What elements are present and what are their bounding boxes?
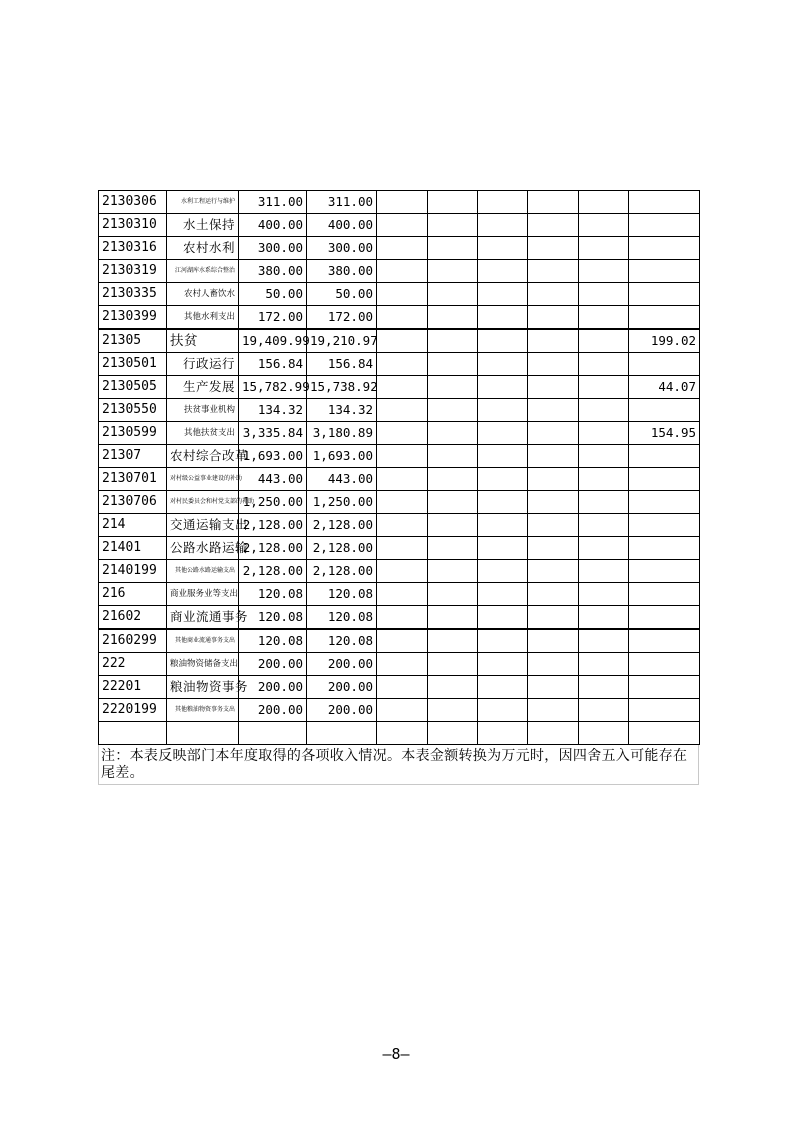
table-row	[99, 260, 700, 283]
cell-total: 2,128.00	[239, 560, 307, 583]
cell-general-budget: 2,128.00	[307, 560, 377, 583]
cell-empty	[377, 214, 428, 237]
cell-empty	[377, 376, 428, 399]
cell-code: 216	[99, 583, 167, 606]
table-row	[99, 491, 700, 514]
table-row	[99, 653, 700, 676]
cell-empty	[478, 699, 528, 722]
cell-general-budget	[307, 722, 377, 745]
cell-general-budget: 1,693.00	[307, 445, 377, 468]
cell-empty	[579, 699, 629, 722]
cell-empty	[478, 376, 528, 399]
cell-code: 2130706	[99, 491, 167, 514]
income-table	[98, 190, 700, 745]
table-row	[99, 237, 700, 260]
table-row	[99, 537, 700, 560]
cell-empty	[478, 422, 528, 445]
cell-empty	[478, 653, 528, 676]
cell-general-budget: 120.08	[307, 583, 377, 606]
table-row	[99, 699, 700, 722]
cell-name: 农村综合改革	[167, 445, 239, 468]
cell-empty	[428, 653, 478, 676]
cell-code: 2130306	[99, 191, 167, 214]
cell-empty	[478, 491, 528, 514]
cell-empty	[377, 583, 428, 606]
cell-general-budget: 15,738.92	[307, 376, 377, 399]
cell-empty	[528, 306, 579, 330]
cell-other-income	[629, 237, 700, 260]
cell-empty	[579, 376, 629, 399]
cell-general-budget: 50.00	[307, 283, 377, 306]
income-table-sheet	[98, 190, 699, 785]
cell-empty	[579, 283, 629, 306]
cell-empty	[428, 583, 478, 606]
cell-total: 200.00	[239, 676, 307, 699]
cell-general-budget: 200.00	[307, 653, 377, 676]
cell-empty	[428, 191, 478, 214]
cell-other-income	[629, 537, 700, 560]
cell-code: 2130550	[99, 399, 167, 422]
cell-code: 2140199	[99, 560, 167, 583]
cell-empty	[428, 629, 478, 653]
cell-name: 扶贫事业机构	[167, 399, 239, 422]
cell-empty	[377, 653, 428, 676]
cell-other-income	[629, 283, 700, 306]
cell-empty	[528, 214, 579, 237]
cell-other-income	[629, 722, 700, 745]
cell-empty	[377, 399, 428, 422]
cell-empty	[579, 560, 629, 583]
cell-empty	[478, 722, 528, 745]
cell-empty	[377, 514, 428, 537]
cell-name: 江河湖库水系综合整治	[167, 260, 239, 283]
cell-other-income	[629, 491, 700, 514]
cell-empty	[528, 699, 579, 722]
table-row	[99, 306, 700, 330]
cell-other-income	[629, 560, 700, 583]
cell-other-income	[629, 699, 700, 722]
cell-empty	[478, 676, 528, 699]
table-row	[99, 676, 700, 699]
cell-name: 对村民委员会和村党支部的补助	[167, 491, 239, 514]
cell-general-budget: 19,210.97	[307, 329, 377, 353]
cell-other-income	[629, 191, 700, 214]
cell-empty	[428, 283, 478, 306]
cell-other-income	[629, 629, 700, 653]
cell-general-budget: 443.00	[307, 468, 377, 491]
cell-empty	[478, 445, 528, 468]
cell-empty	[428, 722, 478, 745]
table-row	[99, 283, 700, 306]
cell-total: 1,250.00	[239, 491, 307, 514]
cell-empty	[528, 329, 579, 353]
cell-general-budget: 400.00	[307, 214, 377, 237]
cell-name: 扶贫	[167, 329, 239, 353]
cell-total: 443.00	[239, 468, 307, 491]
cell-empty	[579, 722, 629, 745]
cell-empty	[478, 606, 528, 630]
cell-code: 222	[99, 653, 167, 676]
cell-total: 311.00	[239, 191, 307, 214]
cell-empty	[377, 237, 428, 260]
cell-empty	[377, 422, 428, 445]
cell-empty	[377, 491, 428, 514]
cell-other-income	[629, 214, 700, 237]
cell-general-budget: 200.00	[307, 676, 377, 699]
cell-empty	[377, 699, 428, 722]
table-row	[99, 468, 700, 491]
cell-other-income	[629, 468, 700, 491]
cell-name: 粮油物资事务	[167, 676, 239, 699]
cell-name: 农村人畜饮水	[167, 283, 239, 306]
cell-empty	[428, 491, 478, 514]
cell-other-income	[629, 306, 700, 330]
table-row	[99, 191, 700, 214]
cell-other-income: 154.95	[629, 422, 700, 445]
cell-empty	[428, 214, 478, 237]
cell-empty	[579, 629, 629, 653]
cell-empty	[579, 583, 629, 606]
cell-empty	[478, 537, 528, 560]
cell-empty	[528, 537, 579, 560]
cell-general-budget: 156.84	[307, 353, 377, 376]
cell-total: 300.00	[239, 237, 307, 260]
table-row	[99, 629, 700, 653]
cell-empty	[377, 676, 428, 699]
cell-code: 2160299	[99, 629, 167, 653]
cell-empty	[377, 329, 428, 353]
cell-empty	[478, 629, 528, 653]
cell-empty	[478, 191, 528, 214]
cell-empty	[478, 214, 528, 237]
cell-code: 2130316	[99, 237, 167, 260]
cell-empty	[528, 237, 579, 260]
cell-total: 380.00	[239, 260, 307, 283]
cell-empty	[377, 260, 428, 283]
cell-general-budget: 2,128.00	[307, 514, 377, 537]
cell-total: 400.00	[239, 214, 307, 237]
cell-empty	[478, 237, 528, 260]
cell-name: 其他公路水路运输支出	[167, 560, 239, 583]
cell-code	[99, 722, 167, 745]
cell-empty	[478, 283, 528, 306]
cell-empty	[377, 191, 428, 214]
cell-total: 120.08	[239, 606, 307, 630]
cell-other-income	[629, 260, 700, 283]
cell-total: 134.32	[239, 399, 307, 422]
cell-empty	[579, 537, 629, 560]
cell-empty	[377, 353, 428, 376]
cell-name: 农村水利	[167, 237, 239, 260]
cell-empty	[579, 329, 629, 353]
table-row	[99, 422, 700, 445]
cell-code: 21305	[99, 329, 167, 353]
cell-empty	[428, 306, 478, 330]
cell-empty	[428, 376, 478, 399]
cell-empty	[528, 606, 579, 630]
cell-total	[239, 722, 307, 745]
cell-empty	[579, 422, 629, 445]
cell-empty	[478, 468, 528, 491]
cell-empty	[528, 653, 579, 676]
cell-empty	[528, 583, 579, 606]
cell-empty	[579, 653, 629, 676]
cell-other-income	[629, 399, 700, 422]
cell-total: 200.00	[239, 699, 307, 722]
cell-code: 22201	[99, 676, 167, 699]
cell-name: 生产发展	[167, 376, 239, 399]
cell-empty	[579, 191, 629, 214]
cell-empty	[428, 237, 478, 260]
cell-other-income	[629, 606, 700, 630]
cell-code: 21401	[99, 537, 167, 560]
cell-general-budget: 120.08	[307, 629, 377, 653]
cell-empty	[377, 306, 428, 330]
cell-empty	[478, 399, 528, 422]
cell-total: 2,128.00	[239, 537, 307, 560]
cell-total: 1,693.00	[239, 445, 307, 468]
cell-code: 2130319	[99, 260, 167, 283]
cell-code: 2130701	[99, 468, 167, 491]
cell-empty	[579, 214, 629, 237]
table-row	[99, 376, 700, 399]
cell-empty	[428, 353, 478, 376]
cell-name: 对村级公益事业建设的补助	[167, 468, 239, 491]
cell-code: 214	[99, 514, 167, 537]
cell-other-income	[629, 353, 700, 376]
cell-empty	[428, 399, 478, 422]
cell-empty	[579, 399, 629, 422]
cell-empty	[528, 191, 579, 214]
cell-code: 2130501	[99, 353, 167, 376]
cell-empty	[579, 514, 629, 537]
cell-empty	[528, 560, 579, 583]
cell-total: 120.08	[239, 583, 307, 606]
page-number: —8—	[382, 1045, 410, 1063]
cell-empty	[579, 468, 629, 491]
cell-empty	[428, 606, 478, 630]
cell-empty	[528, 445, 579, 468]
cell-empty	[428, 445, 478, 468]
cell-code: 21602	[99, 606, 167, 630]
cell-other-income: 44.07	[629, 376, 700, 399]
cell-empty	[579, 491, 629, 514]
table-row	[99, 722, 700, 745]
cell-empty	[428, 422, 478, 445]
cell-total: 120.08	[239, 629, 307, 653]
cell-empty	[428, 699, 478, 722]
cell-empty	[528, 353, 579, 376]
cell-empty	[377, 445, 428, 468]
cell-code: 2130399	[99, 306, 167, 330]
cell-total: 15,782.99	[239, 376, 307, 399]
cell-general-budget: 311.00	[307, 191, 377, 214]
cell-total: 50.00	[239, 283, 307, 306]
cell-code: 2220199	[99, 699, 167, 722]
cell-empty	[478, 260, 528, 283]
cell-empty	[528, 399, 579, 422]
cell-empty	[478, 514, 528, 537]
cell-code: 2130335	[99, 283, 167, 306]
cell-code: 21307	[99, 445, 167, 468]
cell-other-income	[629, 514, 700, 537]
cell-empty	[428, 537, 478, 560]
cell-code: 2130310	[99, 214, 167, 237]
cell-other-income	[629, 583, 700, 606]
cell-empty	[579, 260, 629, 283]
cell-empty	[428, 468, 478, 491]
cell-empty	[528, 676, 579, 699]
cell-empty	[428, 329, 478, 353]
cell-empty	[478, 306, 528, 330]
cell-other-income	[629, 676, 700, 699]
cell-general-budget: 300.00	[307, 237, 377, 260]
cell-name: 商业服务业等支出	[167, 583, 239, 606]
cell-empty	[528, 514, 579, 537]
cell-empty	[579, 445, 629, 468]
cell-empty	[579, 237, 629, 260]
cell-empty	[579, 353, 629, 376]
cell-empty	[377, 537, 428, 560]
cell-general-budget: 134.32	[307, 399, 377, 422]
table-row	[99, 560, 700, 583]
cell-general-budget: 380.00	[307, 260, 377, 283]
cell-empty	[377, 468, 428, 491]
cell-name	[167, 722, 239, 745]
cell-total: 19,409.99	[239, 329, 307, 353]
cell-other-income	[629, 653, 700, 676]
cell-name: 粮油物资储备支出	[167, 653, 239, 676]
cell-empty	[478, 329, 528, 353]
cell-other-income: 199.02	[629, 329, 700, 353]
cell-empty	[579, 606, 629, 630]
cell-name: 其他粮油物资事务支出	[167, 699, 239, 722]
cell-total: 172.00	[239, 306, 307, 330]
cell-name: 其他扶贫支出	[167, 422, 239, 445]
cell-empty	[528, 491, 579, 514]
cell-empty	[528, 283, 579, 306]
cell-general-budget: 1,250.00	[307, 491, 377, 514]
cell-name: 公路水路运输	[167, 537, 239, 560]
table-row	[99, 445, 700, 468]
cell-name: 其他商业流通事务支出	[167, 629, 239, 653]
cell-empty	[377, 629, 428, 653]
cell-empty	[428, 514, 478, 537]
cell-name: 水土保持	[167, 214, 239, 237]
cell-empty	[528, 722, 579, 745]
cell-empty	[377, 560, 428, 583]
cell-empty	[478, 583, 528, 606]
cell-general-budget: 200.00	[307, 699, 377, 722]
cell-empty	[579, 676, 629, 699]
cell-general-budget: 172.00	[307, 306, 377, 330]
cell-total: 2,128.00	[239, 514, 307, 537]
cell-empty	[428, 676, 478, 699]
cell-name: 行政运行	[167, 353, 239, 376]
cell-empty	[528, 629, 579, 653]
table-row	[99, 583, 700, 606]
cell-empty	[428, 260, 478, 283]
cell-empty	[528, 260, 579, 283]
cell-empty	[579, 306, 629, 330]
table-body	[99, 191, 700, 745]
cell-empty	[528, 422, 579, 445]
cell-empty	[377, 606, 428, 630]
cell-empty	[377, 722, 428, 745]
cell-empty	[478, 353, 528, 376]
cell-name: 其他水利支出	[167, 306, 239, 330]
cell-code: 2130505	[99, 376, 167, 399]
cell-general-budget: 120.08	[307, 606, 377, 630]
table-row	[99, 514, 700, 537]
cell-empty	[478, 560, 528, 583]
cell-name: 水利工程运行与维护	[167, 191, 239, 214]
cell-total: 3,335.84	[239, 422, 307, 445]
cell-general-budget: 3,180.89	[307, 422, 377, 445]
cell-general-budget: 2,128.00	[307, 537, 377, 560]
cell-empty	[528, 468, 579, 491]
table-row	[99, 606, 700, 630]
table-note: 注：本表反映部门本年度取得的各项收入情况。本表金额转换为万元时，因四舍五入可能存在尾差。	[98, 745, 699, 785]
cell-name: 交通运输支出	[167, 514, 239, 537]
table-row	[99, 399, 700, 422]
table-row	[99, 329, 700, 353]
table-row	[99, 214, 700, 237]
cell-total: 200.00	[239, 653, 307, 676]
table-row	[99, 353, 700, 376]
cell-name: 商业流通事务	[167, 606, 239, 630]
cell-empty	[428, 560, 478, 583]
cell-empty	[528, 376, 579, 399]
cell-total: 156.84	[239, 353, 307, 376]
cell-empty	[377, 283, 428, 306]
cell-other-income	[629, 445, 700, 468]
cell-code: 2130599	[99, 422, 167, 445]
